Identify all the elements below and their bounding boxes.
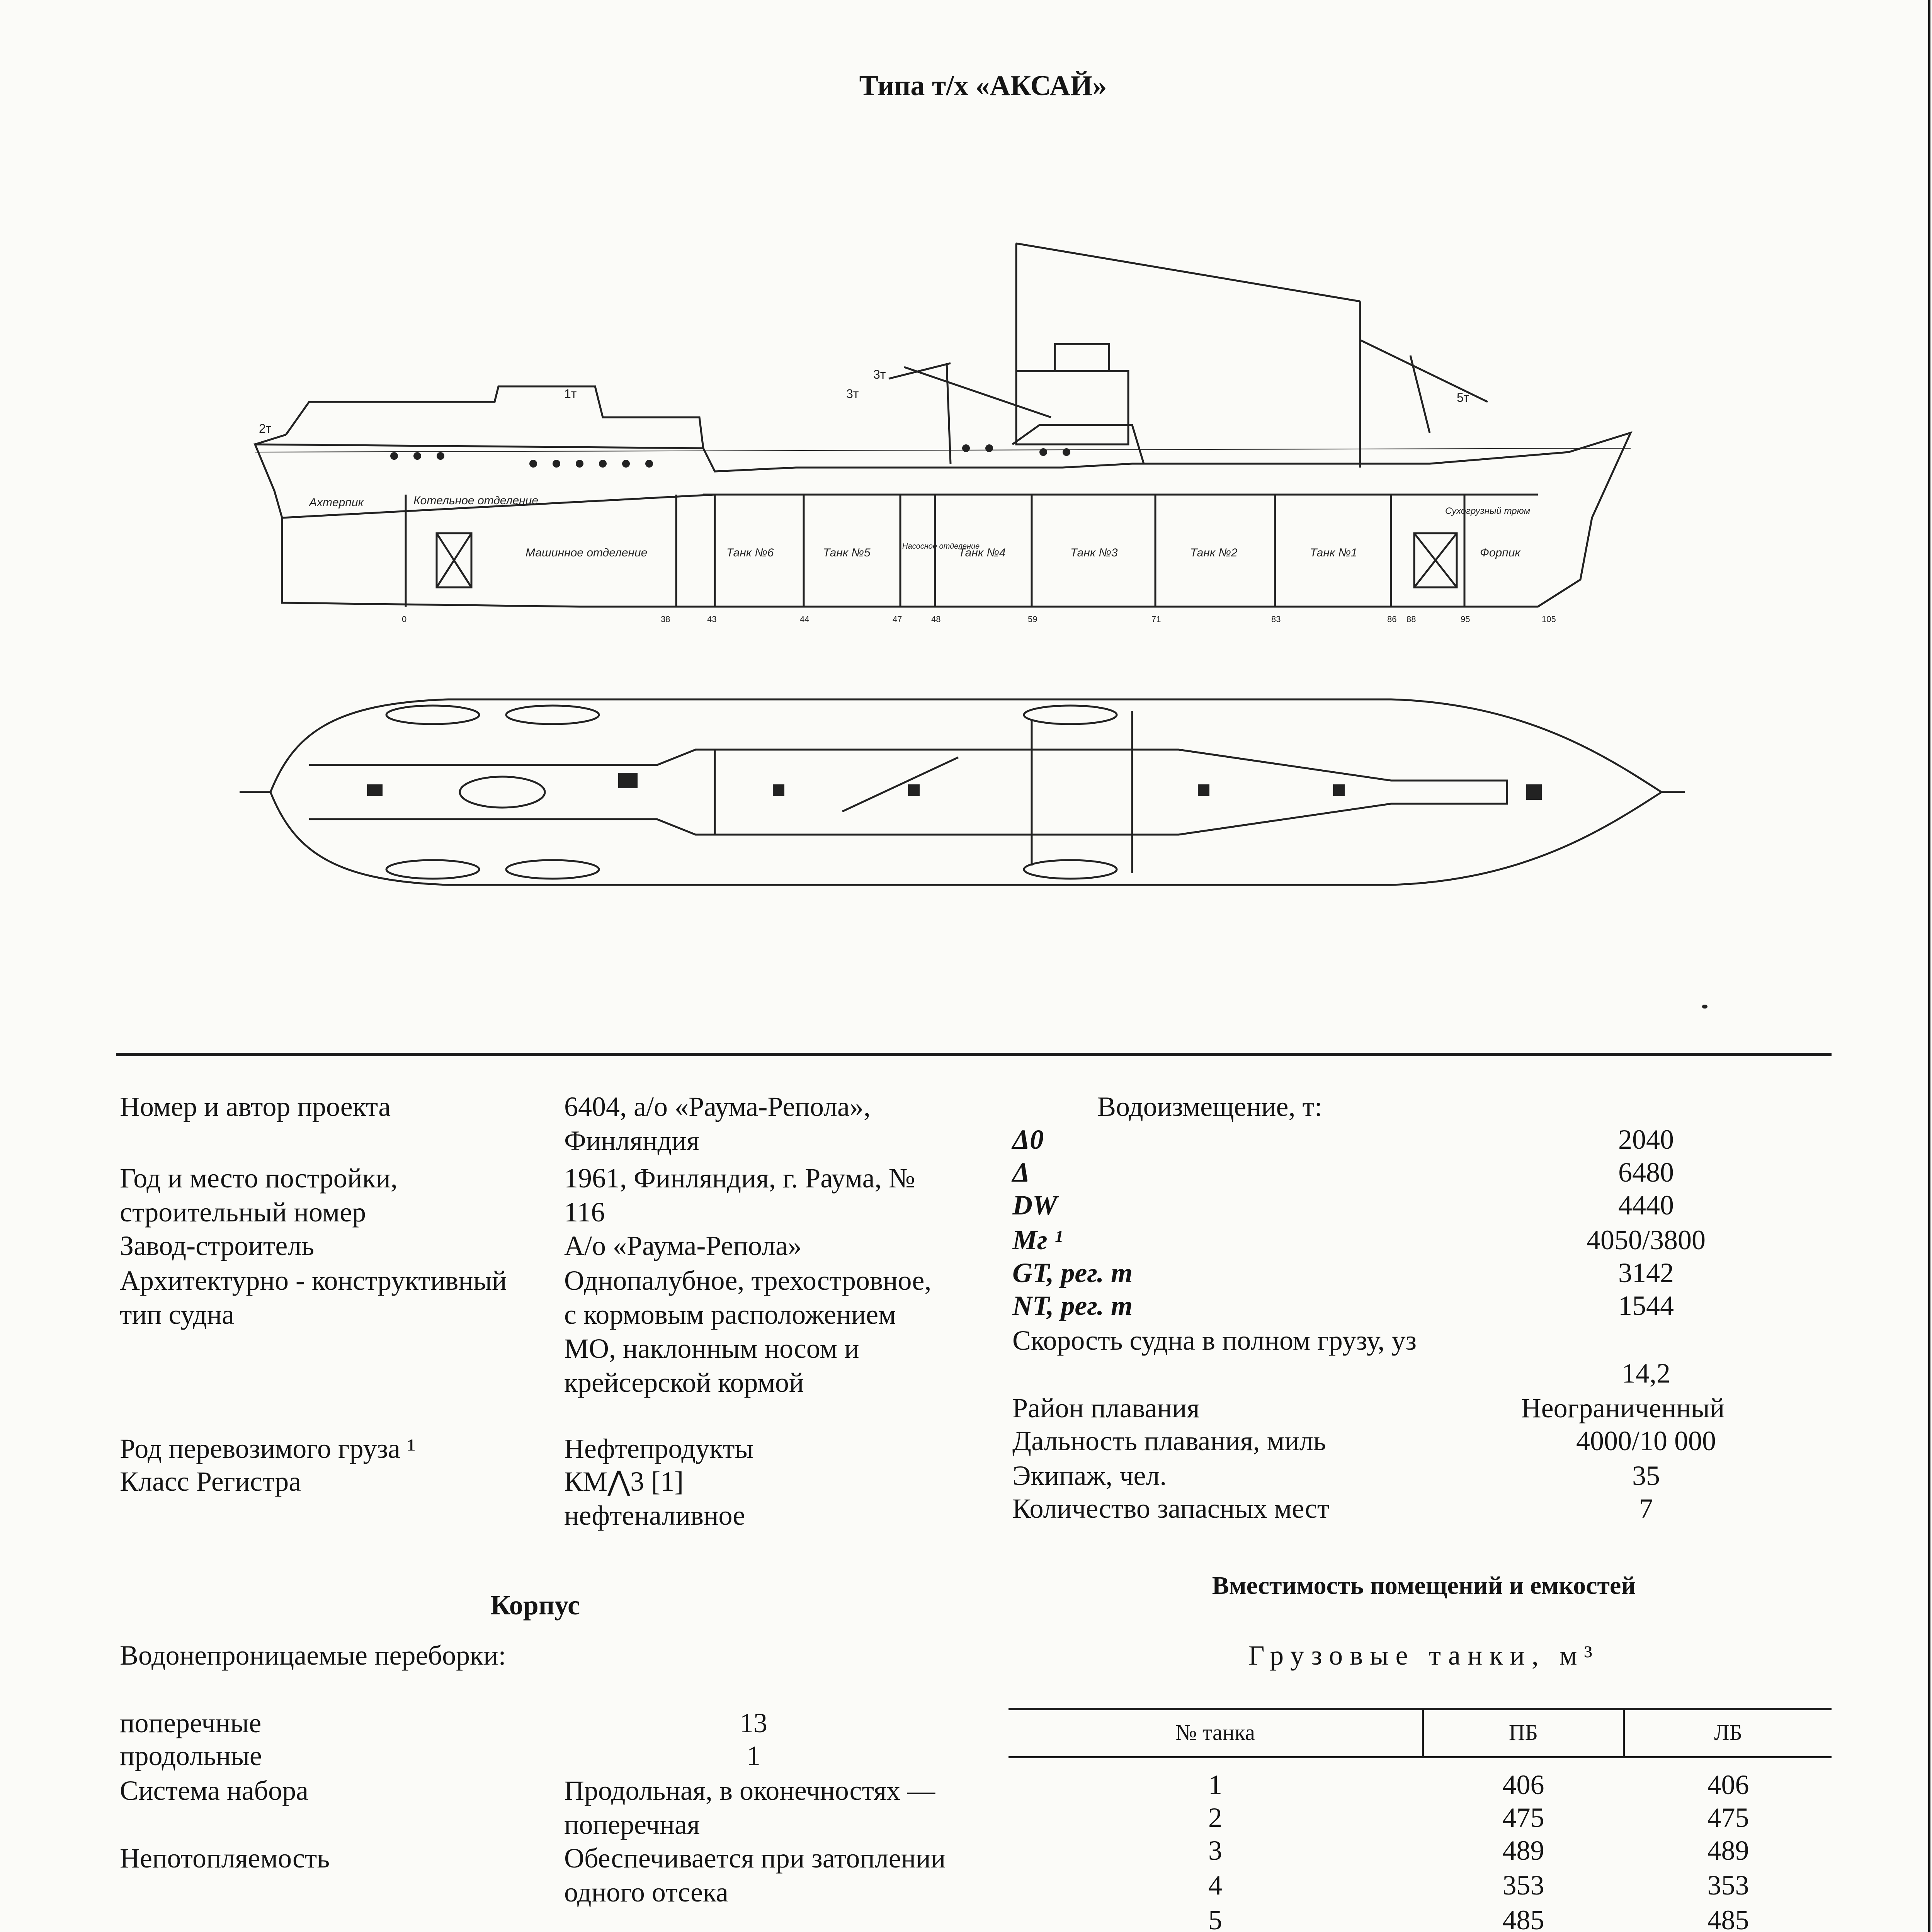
tanks-title: Грузовые танки, м³ xyxy=(1248,1640,1599,1671)
crane-label: 1т xyxy=(564,387,577,401)
crane-label: 5т xyxy=(1457,391,1469,405)
disp-value: 1544 xyxy=(1618,1290,1674,1321)
capacity-title: Вместимость помещений и емкостей xyxy=(1212,1571,1636,1600)
range-label: Дальность плавания, миль xyxy=(1012,1425,1326,1456)
cross-bulkheads-label: поперечные xyxy=(120,1708,262,1738)
spare-label: Количество запасных мест xyxy=(1012,1493,1330,1524)
tank-lb: 485 xyxy=(1707,1905,1749,1932)
ship-drawing xyxy=(232,216,1692,951)
frame-number: 95 xyxy=(1461,614,1470,624)
general-value: 1961, Финляндия, г. Раума, № 116 xyxy=(564,1163,915,1228)
disp-label: NT, рег. т xyxy=(1012,1290,1133,1321)
compartment-label: Танк №6 xyxy=(726,546,774,559)
tank-pb: 475 xyxy=(1502,1802,1544,1833)
tank-pb: 406 xyxy=(1502,1769,1544,1800)
general-label: Номер и автор проекта xyxy=(120,1091,391,1122)
general-label: Род перевозимого груза ¹ xyxy=(120,1433,416,1464)
general-label: Класс Регистра xyxy=(120,1466,301,1497)
tank-number: 1 xyxy=(1208,1769,1222,1800)
tank-lb: 489 xyxy=(1707,1835,1749,1866)
unsinkability-label: Непотопляемость xyxy=(120,1843,330,1874)
speed-value: 14,2 xyxy=(1622,1358,1670,1389)
spare-value: 7 xyxy=(1639,1493,1653,1524)
framing-label: Система набора xyxy=(120,1775,309,1806)
general-value: А/о «Раума-Репола» xyxy=(564,1230,802,1261)
frame-number: 0 xyxy=(402,614,407,624)
displacement-title: Водоизмещение, т: xyxy=(1097,1091,1322,1122)
cross-bulkheads-value: 13 xyxy=(740,1708,767,1738)
tank-pb: 489 xyxy=(1502,1835,1544,1866)
area-label: Район плавания xyxy=(1012,1393,1200,1423)
tank-lb: 353 xyxy=(1707,1870,1749,1901)
long-bulkheads-label: продольные xyxy=(120,1740,262,1771)
area-value: Неограниченный xyxy=(1521,1393,1725,1423)
disp-label: GT, рег. т xyxy=(1012,1257,1133,1288)
frame-number: 43 xyxy=(707,614,717,624)
crew-label: Экипаж, чел. xyxy=(1012,1460,1167,1491)
long-bulkheads-value: 1 xyxy=(747,1740,760,1771)
compartment-label: Машинное отделение xyxy=(526,546,648,559)
general-value: 6404, а/о «Раума-Репола», Финляндия xyxy=(564,1091,871,1156)
disp-value: 6480 xyxy=(1618,1157,1674,1188)
framing-value: Продольная, в оконечностях — поперечная xyxy=(564,1775,935,1840)
frame-number: 48 xyxy=(931,614,941,624)
disp-label: Δ0 xyxy=(1012,1124,1044,1155)
frame-number: 38 xyxy=(661,614,670,624)
general-label: Архитектурно - конструктивный тип судна xyxy=(120,1265,507,1330)
frame-number: 83 xyxy=(1271,614,1281,624)
frame-number: 47 xyxy=(893,614,902,624)
page-title: Типа т/х «АКСАЙ» xyxy=(859,70,1107,102)
side-view xyxy=(255,243,1631,624)
bulkheads-label: Водонепроницаемые переборки: xyxy=(120,1640,506,1671)
disp-value: 4440 xyxy=(1618,1190,1674,1221)
general-value: Нефтепродукты xyxy=(564,1433,753,1464)
compartment-label: Танк №5 xyxy=(823,546,871,559)
korpus-title: Корпус xyxy=(490,1590,580,1621)
compartment-label: Сухогрузный трюм xyxy=(1445,506,1531,516)
tank-lb: 475 xyxy=(1707,1802,1749,1833)
table-header: ПБ xyxy=(1509,1720,1538,1745)
tank-number: 5 xyxy=(1208,1905,1222,1932)
compartment-label: Танк №2 xyxy=(1190,546,1238,559)
frame-number: 59 xyxy=(1028,614,1037,624)
compartment-label: Танк №3 xyxy=(1070,546,1118,559)
general-label: Завод-строитель xyxy=(120,1230,315,1261)
disp-label: DW xyxy=(1012,1190,1058,1221)
compartment-label: Танк №4 xyxy=(958,546,1006,559)
disp-label: Δ xyxy=(1012,1157,1030,1188)
frame-number: 86 xyxy=(1387,614,1397,624)
compartment-label: Ахтерпик xyxy=(309,496,364,509)
crane-label: 3т xyxy=(846,387,859,401)
compartment-label: Котельное отделение xyxy=(413,494,539,507)
disp-value: 3142 xyxy=(1618,1257,1674,1288)
speed-label: Скорость судна в полном грузу, уз xyxy=(1012,1325,1417,1356)
frame-number: 71 xyxy=(1151,614,1161,624)
table-top-rule xyxy=(1009,1708,1832,1710)
page-edge xyxy=(1928,0,1930,1932)
compartment-label: Танк №1 xyxy=(1310,546,1357,559)
general-value: КМ⋀3 [1] нефтеналивное xyxy=(564,1466,745,1531)
general-label: Год и место постройки, строительный номер xyxy=(120,1163,398,1228)
compartment-label: Форпик xyxy=(1480,546,1520,559)
frame-number: 88 xyxy=(1406,614,1416,624)
unsinkability-value: Обеспечивается при затоплении одного отсека xyxy=(564,1843,946,1908)
table-header-rule xyxy=(1009,1756,1832,1758)
table-header: № танка xyxy=(1175,1720,1255,1745)
tank-lb: 406 xyxy=(1707,1769,1749,1800)
frame-number: 44 xyxy=(800,614,810,624)
crane-label: 3т xyxy=(873,367,886,381)
plan-view xyxy=(240,699,1685,885)
disp-label: Mг ¹ xyxy=(1012,1225,1063,1255)
general-value: Однопалубное, трехостровное, с кормовым расположением МО, наклонным носом и крейсерской кормой xyxy=(564,1265,932,1398)
frame-number: 105 xyxy=(1542,614,1556,624)
disp-value: 4050/3800 xyxy=(1586,1225,1706,1255)
tank-number: 4 xyxy=(1208,1870,1222,1901)
compartment-label: Насосное отделение xyxy=(902,542,980,551)
table-header: ЛБ xyxy=(1714,1720,1742,1745)
speck xyxy=(1702,1005,1708,1009)
tank-pb: 353 xyxy=(1502,1870,1544,1901)
tank-number: 3 xyxy=(1208,1835,1222,1866)
tank-pb: 485 xyxy=(1502,1905,1544,1932)
section-divider xyxy=(116,1053,1832,1056)
disp-value: 2040 xyxy=(1618,1124,1674,1155)
crane-label: 2т xyxy=(259,422,272,435)
tank-number: 2 xyxy=(1208,1802,1222,1833)
crew-value: 35 xyxy=(1632,1460,1660,1491)
range-value: 4000/10 000 xyxy=(1576,1425,1716,1456)
